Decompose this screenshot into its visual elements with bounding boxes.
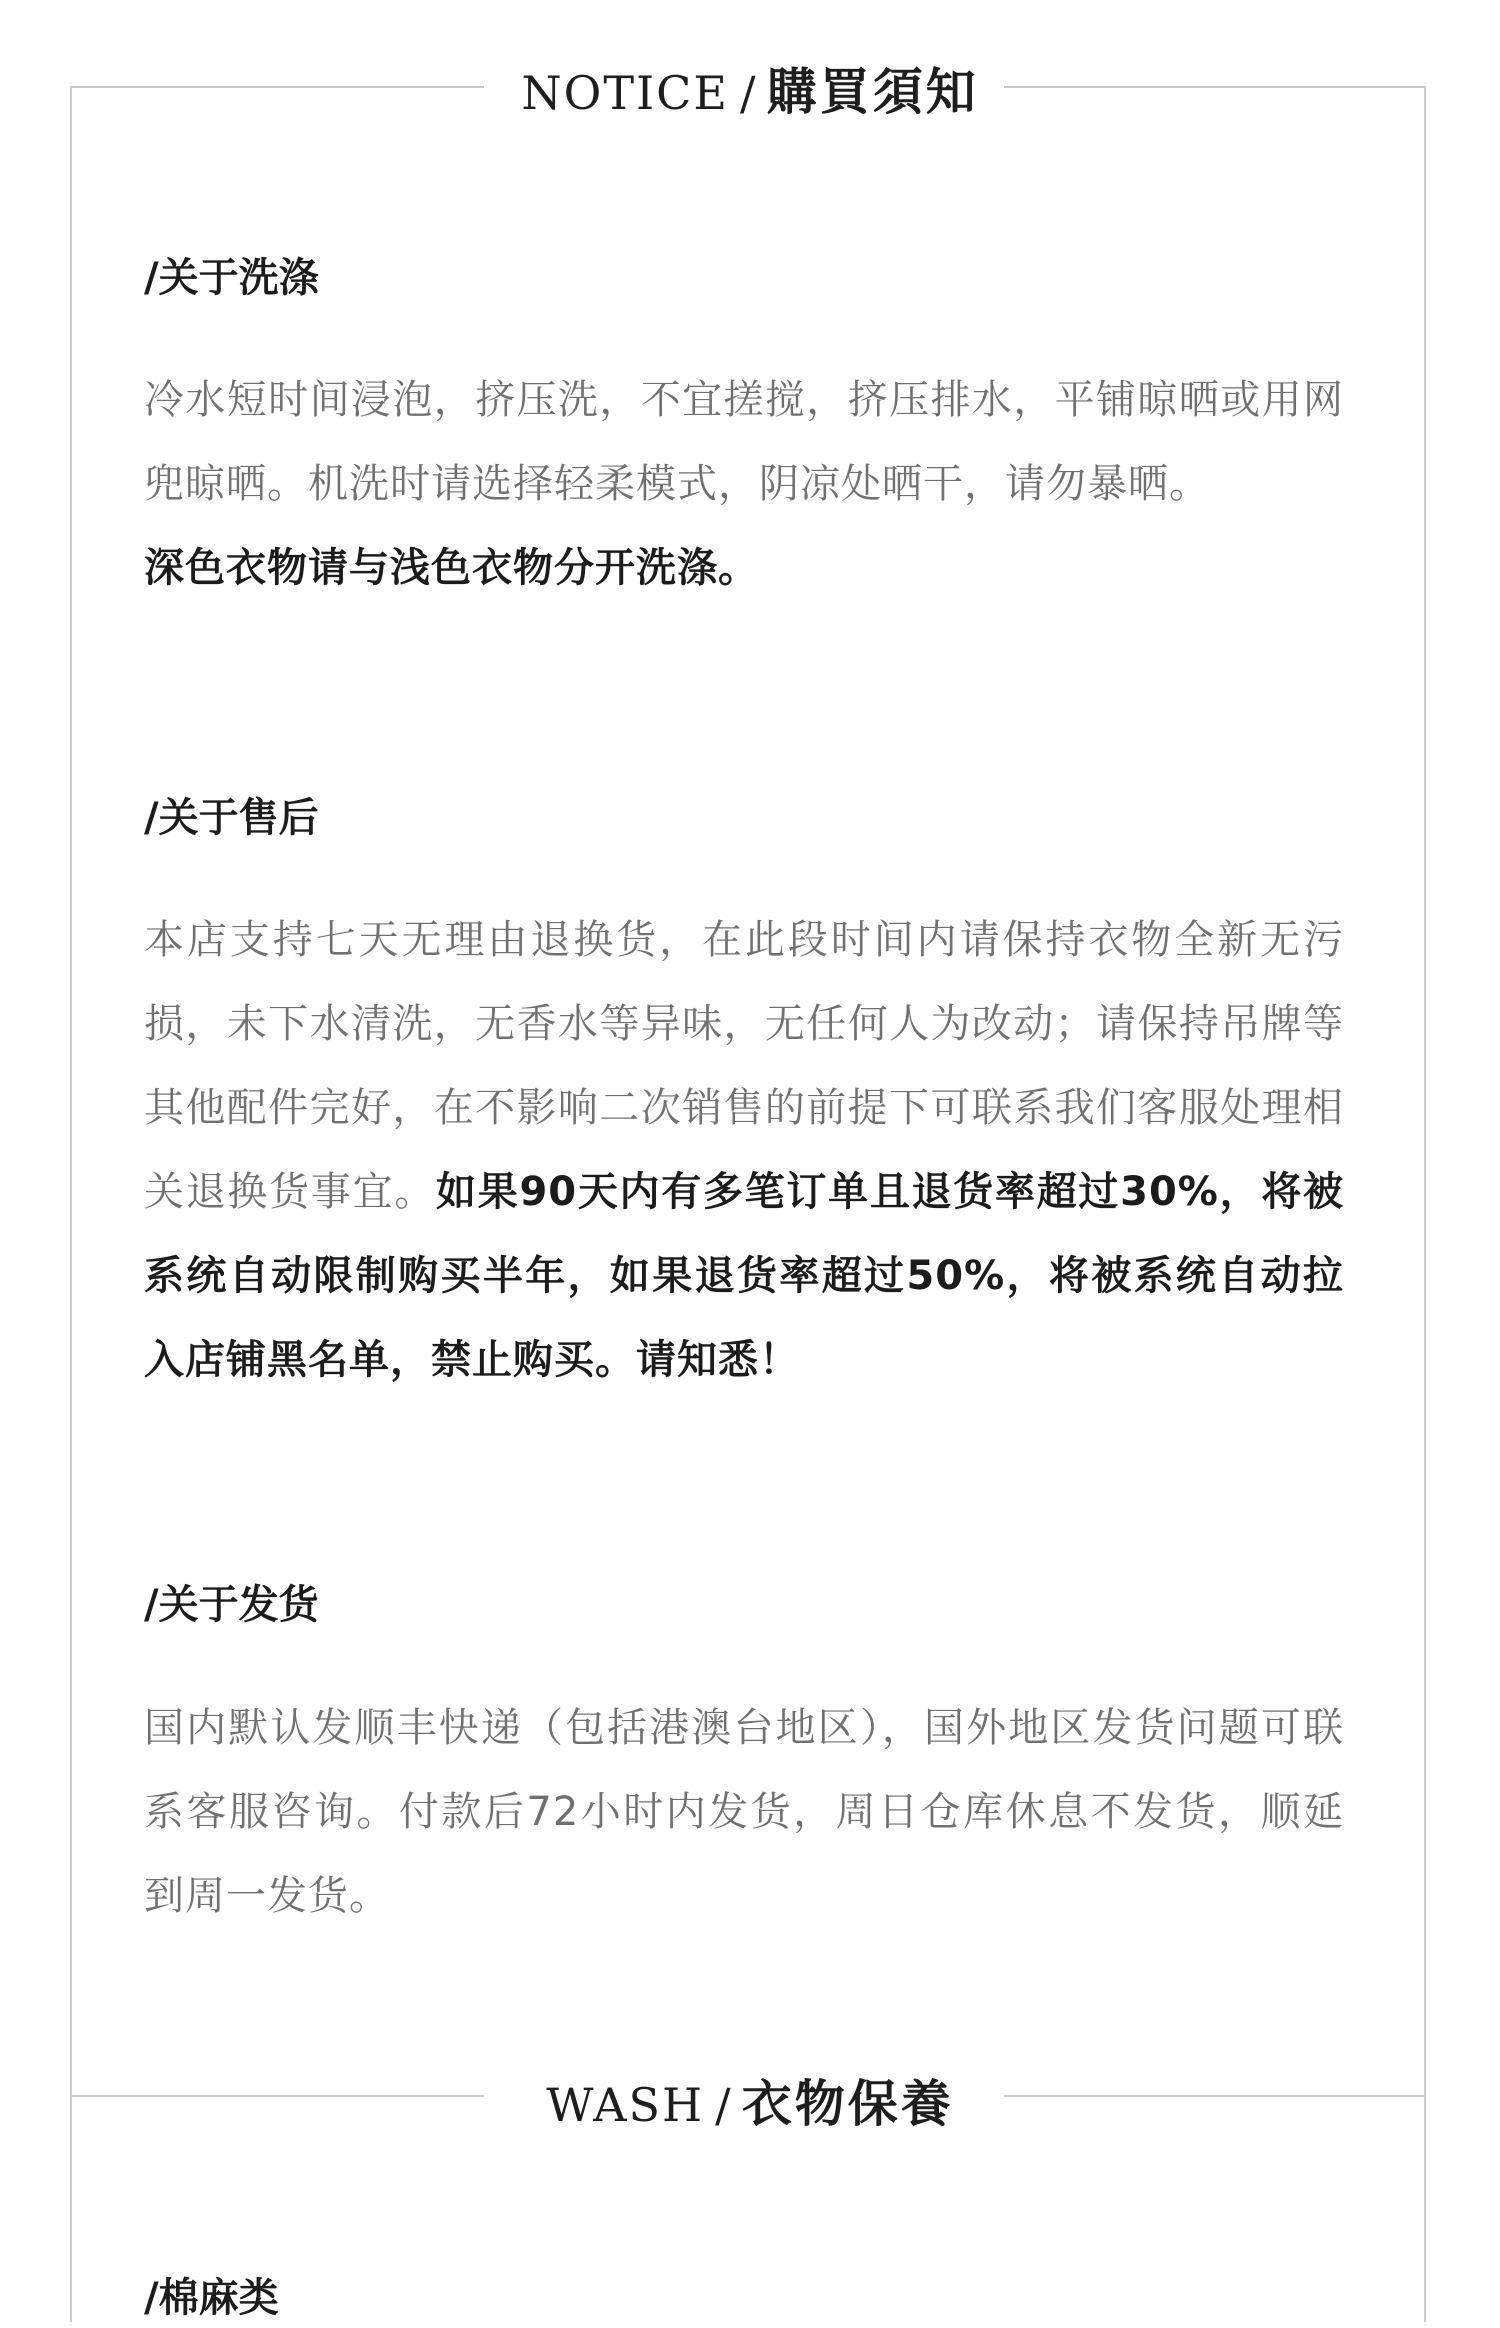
section-heading: /棉麻类: [144, 2275, 279, 2321]
section-washing: [144, 248, 1344, 308]
section-text-bold: 深色衣物请与浅色衣物分开洗涤。: [144, 545, 759, 591]
section-text-normal: 本店支持七天无理由退换货，在此段时间内请保持衣物全新无污损，未下水清洗，无香水等异味，无任何人为改动；请保持吊牌等其他配件完好，在不影响二次销售的前提下可联系我们客服处理相关退换货事宜。: [144, 917, 1344, 1215]
notice-title: [0, 52, 1500, 124]
section-text: [144, 898, 1344, 1402]
section-shipping-body: [144, 1686, 1344, 1938]
wash-title-zh: 衣物保養: [741, 2074, 954, 2133]
section-after-sales: [144, 788, 1344, 848]
section-text: [144, 358, 1344, 526]
section-heading: /关于发货: [144, 1582, 319, 1628]
section-heading: /关于售后: [144, 795, 319, 841]
notice-title-en: NOTICE: [521, 66, 729, 120]
wash-title-separator: /: [715, 2078, 731, 2132]
section-text: [144, 1686, 1344, 1938]
section-text-normal: 冷水短时间浸泡，挤压洗，不宜搓搅，挤压排水，平铺晾晒或用网兜晾晒。机洗时请选择轻柔模式，阴凉处晒干，请勿暴晒。: [144, 377, 1344, 507]
section-cotton-linen: [144, 2268, 1344, 2328]
section-shipping: [144, 1575, 1344, 1635]
section-after-sales-body: [144, 898, 1344, 1402]
frame-left-border: [70, 86, 72, 2322]
notice-title-zh: 購買須知: [766, 62, 979, 121]
wash-title-en: WASH: [546, 2078, 705, 2132]
section-text-emphasis-line: [144, 526, 1344, 610]
section-heading: /关于洗涤: [144, 255, 319, 301]
section-washing-body: [144, 358, 1344, 610]
frame-right-border: [1424, 86, 1426, 2322]
section-text-normal: 国内默认发顺丰快递（包括港澳台地区），国外地区发货问题可联系客服咨询。付款后72小时内发货，周日仓库休息不发货，顺延到周一发货。: [144, 1705, 1344, 1919]
section-text-bold: 如果90天内有多笔订单且退货率超过30%，将被系统自动限制购买半年，如果退货率超过50%，将被系统自动拉入店铺黑名单，禁止购买。请知悉！: [144, 1169, 1345, 1383]
wash-title: [0, 2064, 1500, 2136]
notice-title-separator: /: [740, 66, 756, 120]
